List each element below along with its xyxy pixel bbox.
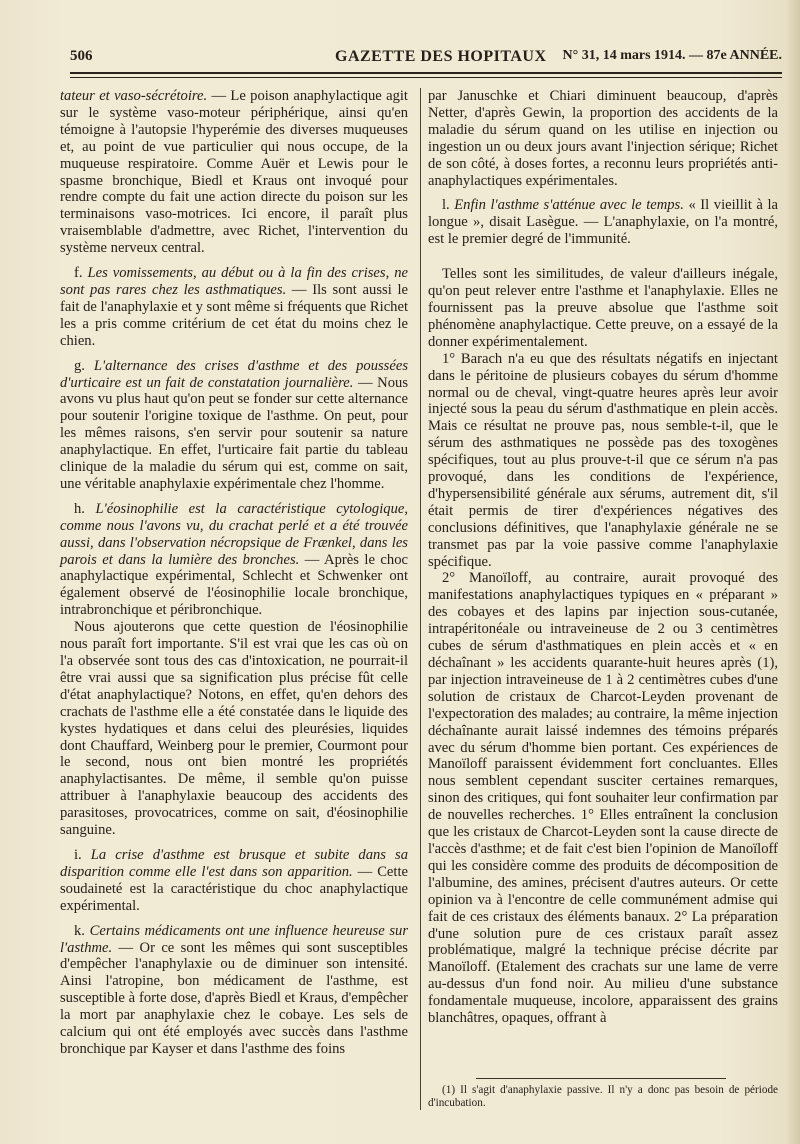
body-text: par Januschke et Chiari diminuent beaucoup, d'après Netter, d'après Gewin, la proportion des accidents de la maladie du sérum quand on les utilise en injection ou ingestion un ou deux jours avant l'injection sérique; Richet de son côté, à doses fortes, a reconnu leurs propriétés anti-anaphylactiques expérimentales. <box>428 88 778 189</box>
body-text: Nous ajouterons que cette question de l'éosinophilie nous paraît fort importante. S'il est vrai que les cas où on l'a observée sont tous des cas d'intoxication, ne pourrait-il être vrai aussi que sa signification plus précise fût celle d'état anaphylactique? Notons, en effet, qu'en dehors des crachats de l'asthme elle a été constatée dans le liquide des kystes hydatiques et dans celui des pleurésies, liquides dont Chauffard, Weinberg pour le premier, Courmont pour le second, nous ont bien montré les propriétés anaphylactisantes. De même, il semble qu'on puisse attribuer à l'anaphylaxie beaucoup des accidents des parasitoses, provocatrices, comme on sait, d'éosinophilie sanguine. <box>60 619 408 839</box>
body-text: l. <box>442 197 455 214</box>
body-text: « Il vieillit à la longue », disait Lasègue. — L'anaphylaxie, on l'a montré, est le premier degré de l'immunité. <box>428 197 778 248</box>
italic-text: Enfin l'asthme s'atténue avec le temps. <box>454 197 684 214</box>
left-column <box>60 88 408 1058</box>
paragraph <box>60 923 408 1058</box>
paragraph <box>428 266 778 351</box>
italic-text: L'alternance des crises d'asthme et des poussées d'urticaire est un fait de constatation journalière. <box>60 357 408 391</box>
paragraph <box>428 88 778 189</box>
body-text: k. <box>74 922 90 939</box>
paragraph <box>60 88 408 257</box>
footnote-rule <box>476 1078 726 1079</box>
body-text: Telles sont les similitudes, de valeur d'ailleurs inégale, qu'on peut relever entre l'asthme et l'anaphylaxie. Elles ne fournissent pas la preuve absolue que l'asthme soit phénomène anaphylactique. Cette preuve, on a essayé de la donner expérimentalement. <box>428 266 778 350</box>
body-text: — Or ce sont les mêmes qui sont susceptibles d'empêcher l'anaphylaxie ou de diminuer son intensité. Ainsi l'atropine, bon médicament de l'asthme, est susceptible à forte dose, d'après Biedl et Kraus, d'empêcher la mort par anaphylaxie chez le cobaye. Les sels de calcium qui ont été employés avec succès dans l'asthme bronchique par Kayser et dans l'asthme des foins <box>60 939 408 1057</box>
journal-title: GAZETTE DES HOPITAUX <box>335 48 547 65</box>
paragraph <box>60 847 408 915</box>
footnote-text: (1) Il s'agit d'anaphylaxie passive. Il n'y a donc pas besoin de période d'incubation. <box>428 1084 778 1110</box>
paragraph <box>428 197 778 248</box>
body-text: g. <box>74 357 94 374</box>
body-text: — Nous avons vu plus haut qu'on peut se fonder sur cette alternance pour soutenir l'origine toxique de l'asthme. On peut, pour les mêmes raisons, s'en servir pour soutenir sa nature anaphylactique. En effet, l'urticaire fait partie du tableau clinique de la maladie du sérum qui est, comme on sait, une véritable anaphylaxie expérimentale chez l'homme. <box>60 374 408 492</box>
italic-text: Certains médicaments ont une influence heureuse sur l'asthme. <box>60 922 409 956</box>
paragraph <box>428 570 778 1026</box>
header-rule-thin <box>70 77 782 78</box>
paragraph <box>60 265 408 350</box>
issue-info: N° 31, 14 mars 1914. — 87e ANNÉE. <box>562 48 782 63</box>
body-text: 2° Manoïloff, au contraire, aurait provoqué des manifestations anaphylactiques typiques en « préparant » des cobayes et des lapins par injection sous-cutanée, intrapéritonéale ou intraveineuse de 2 ou 3 centimètres cubes de sérum d'asthmatiques en plein accès et « en déchaînant » les accidents quarante-huit heures après (1), par injection intraveineuse de 1 à 2 centimètres cubes d'une solution de cristaux de Charcot-Leyden provenant de l'expectoration des malades; au contraire, la même injection déchaînante aurait laissé indemnes des témoins préparés avec du sérum d'homme bien portant. Ces expériences de Manoïloff paraissent évidemment fort concluantes. Elles nous semblent cependant susciter certaines remarques, sinon des critiques, qui font souhaiter leur confirmation par de nouvelles recherches. 1° Elles entraînent la conclusion que les cristaux de Charcot-Leyden sont la cause directe de l'accès d'asthme; et de fait c'est bien l'opinion de Manoïloff qui les considère comme des produits de décomposition de l'albumine, des amines, précisent d'autres auteurs. Or cette opinion va à l'encontre de celle communément admise qui fait de ces cristaux des éléments banaux. 2° La préparation d'une solution pure de ces cristaux paraît assez problématique, malgré la technique précise décrite par Manoïloff. (Etalement des crachats sur une lame de verre au-dessus d'un fond noir. Au milieu d'une substance fondamentale muqueuse, incolore, apparaissent des grains blanchâtres, opaques, offrant à <box>428 570 778 1027</box>
italic-text: L'éosinophilie est la caractéristique cytologique, comme nous l'avons vu, du crachat perlé et a été trouvée aussi, dans l'observation nécropsique de Frænkel, dans les parois et dans la lumière des bronches. <box>60 500 408 568</box>
paragraph <box>60 501 408 619</box>
body-text: 1° Barach n'a eu que des résultats négatifs en injectant dans le péritoine de plusieurs cobayes du sérum d'homme normal ou de cheval, vingt-quatre heures après leur avoir injecté sous la peau du sérum d'asthmatique en plein accès. Mais ce résultat ne prouve pas, nous semble-t-il, que le sérum des asthmatiques ne possède pas des toxogènes spécifiques, tout au plus prouve-t-il que ce sérum n'a pas provoqué, dans les conditions de l'expérience, d'hypersensibilité générale aux sérums, autrement dit, s'il était permis de tirer d'expériences négatives des conclusions définitives, que l'anaphylaxie générale ne se transmet pas par la voie passive comme l'anaphylaxie spécifique. <box>428 350 778 570</box>
page-edge-shadow <box>786 0 800 1144</box>
column-divider <box>420 88 421 1110</box>
header-rule <box>70 72 782 74</box>
paragraph <box>60 358 408 493</box>
page-header <box>70 40 782 70</box>
body-text: h. <box>74 500 96 517</box>
body-text: — Cette soudaineté est la caractéristique du choc anaphylactique expérimental. <box>60 863 408 914</box>
paragraph <box>60 619 408 839</box>
paragraph <box>428 351 778 571</box>
body-text: — Le poison anaphylactique agit sur le système vaso-moteur périphérique, ainsi qu'en témoigne à l'autopsie l'hyperémie des diverses muqueuses et, au point de vue particulier qui nous occupe, de la muqueuse respiratoire. Comme Auër et Lewis pour le spasme bronchique, Biedl et Kraus ont invoqué pour rendre compte du fait une action directe du poison sur les terminaisons vaso-motrices. Ici encore, il paraît plus vraisemblable d'admettre, avec Richet, l'intervention du système nerveux central. <box>60 88 408 257</box>
footnote <box>428 1084 778 1111</box>
italic-text: tateur et vaso-sécrétoire. <box>60 88 208 104</box>
body-text: — Ils sont aussi le fait de l'anaphylaxie et y sont même si fréquents que Richet les a pris comme critérium de cet état du moins chez le chien. <box>60 281 408 349</box>
body-text: — Après le choc anaphylactique expérimental, Schlecht et Schwenker ont également observé de l'éosinophilie locale bronchique, intrabronchique et péribronchique. <box>60 551 408 619</box>
page-number: 506 <box>70 48 93 64</box>
body-text: i. <box>74 846 91 863</box>
body-text: f. <box>74 265 88 282</box>
italic-text: Les vomissements, au début ou à la fin des crises, ne sont pas rares chez les asthmatiques. <box>60 265 408 298</box>
right-column <box>428 88 778 1027</box>
italic-text: La crise d'asthme est brusque et subite dans sa disparition comme elle l'est dans son apparition. <box>60 846 409 880</box>
